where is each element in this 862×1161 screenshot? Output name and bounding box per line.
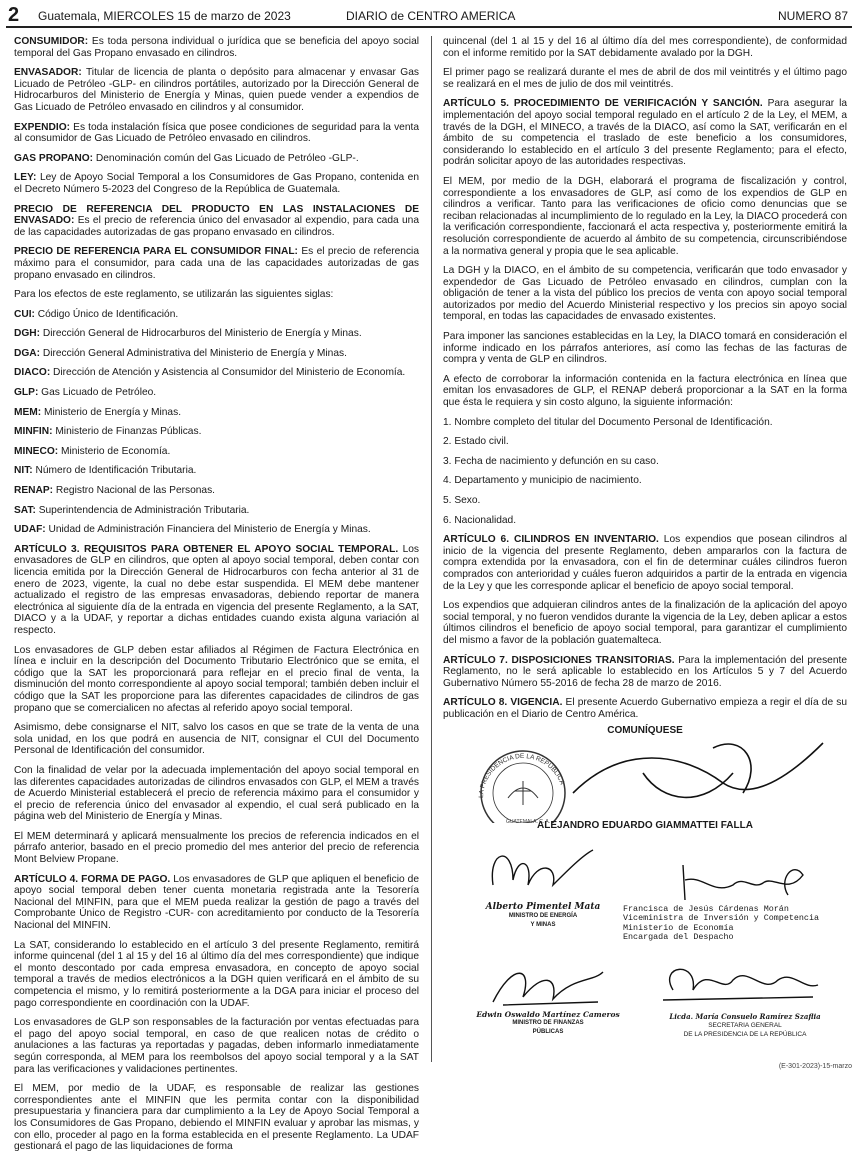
signer-economy-line: Encargada del Despacho [623, 932, 734, 943]
paragraph [14, 940, 419, 1010]
paragraph-heading: DIACO: [14, 367, 51, 379]
paragraph-heading: DGA: [14, 347, 41, 359]
paragraph [14, 446, 419, 458]
paragraph [14, 874, 419, 932]
paragraph [443, 374, 847, 409]
paragraph-heading: PRECIO DE REFERENCIA DEL PRODUCTO EN LAS INSTALACIONES DE ENVASADO: [14, 203, 419, 227]
paragraph [443, 67, 847, 90]
paragraph [14, 289, 419, 301]
paragraph [14, 36, 419, 59]
paragraph-text: Los envasadores de GLP son responsables de la facturación por ventas efectuadas para el pago del apoyo social temporal, en caso de que realicen notas de crédito o anulaciones a las facturas ya reportadas y pagadas, deben informarlo inmediatamente según corresponda, al MEM para los reembolsos del apoyo social temporal y a la SAT para las verificaciones y validaciones pertinentes. [14, 1017, 419, 1075]
signer-secretary-title-2: DE LA PRESIDENCIA DE LA REPÚBLICA [683, 1031, 807, 1038]
paragraph-heading: ARTÍCULO 8. VIGENCIA. [443, 697, 563, 709]
publication-reference: (E-301-2023)-15-marzo [778, 1063, 852, 1070]
paragraph [14, 122, 419, 145]
paragraph-text: Dirección de Atención y Asistencia al Consumidor del Ministerio de Economía. [50, 367, 406, 379]
paragraph-heading: ARTÍCULO 7. DISPOSICIONES TRANSITORIAS. [443, 654, 675, 666]
paragraph-text: Los expendios que posean cilindros al inicio de la vigencia del presente Reglamento, deben ampararlos con la factura de compra extendida por la envasadora, con el fin de determinar cuáles cilindros fueron comprados con anterioridad y cuáles fueron adquiridos a partir de la entrada en vigencia de la Ley y que les corresponde aplicar el beneficio de apoyo social temporal. [443, 534, 847, 592]
seal-bottom-text: GUATEMALA, C. A. [506, 819, 551, 823]
paragraph-heading: ARTÍCULO 5. PROCEDIMIENTO DE VERIFICACIÓN Y SANCIÓN. [443, 98, 763, 110]
paragraph [14, 465, 419, 477]
signature-secretary-general [653, 955, 823, 1010]
paragraph-text: Dirección General de Hidrocarburos del Ministerio de Energía y Minas. [40, 328, 362, 340]
paragraph [14, 246, 419, 281]
president-name: ALEJANDRO EDUARDO GIAMMATTEI FALLA [537, 820, 753, 831]
right-column [443, 36, 847, 729]
paragraph-heading: MEM: [14, 406, 42, 418]
paragraph-text: El presente Acuerdo Gubernativo empieza a regir el día de su publicación en el Diario de Centro América. [443, 697, 847, 720]
paragraph [443, 36, 847, 59]
comuniquese-label: COMUNÍQUESE [607, 725, 683, 736]
left-column [14, 36, 419, 1161]
paragraph-text: Registro Nacional de las Personas. [53, 485, 216, 497]
paragraph-heading: DGH: [14, 328, 41, 340]
paragraph-text: Ministerio de Energía y Minas. [41, 406, 182, 418]
paragraph-text: 3. Fecha de nacimiento y defunción en su caso. [443, 455, 659, 467]
paragraph-text: Ley de Apoyo Social Temporal a los Consumidores de Gas Propano, contenida en el Decreto Número 5-2023 del Congreso de la República de Guatemala. [14, 172, 419, 195]
paragraph [443, 534, 847, 592]
paragraph-heading: UDAF: [14, 524, 46, 536]
paragraph [443, 515, 847, 527]
paragraph-text: 4. Departamento y municipio de nacimiento. [443, 475, 642, 487]
paragraph [14, 348, 419, 360]
paragraph [14, 722, 419, 757]
signer-energy [463, 903, 623, 930]
president-signature [563, 733, 833, 813]
paragraph-heading: SAT: [14, 504, 36, 516]
newspaper-title: DIARIO de CENTRO AMERICA [346, 9, 516, 23]
paragraph-heading: ARTÍCULO 3. REQUISITOS PARA OBTENER EL APOYO SOCIAL TEMPORAL. [14, 543, 399, 555]
paragraph-text: Para la implementación del presente Reglamento, no le será aplicable lo establecido en los Artículos 5 y 7 del Acuerdo Gubernativo Número 55-2016 de fecha 28 de marzo de 2016. [443, 654, 847, 689]
signer-finance [463, 1010, 633, 1037]
paragraph-text: 1. Nombre completo del titular del Documento Personal de Identificación. [443, 416, 773, 428]
paragraph [14, 172, 419, 195]
paragraph-text: 6. Nacionalidad. [443, 514, 517, 526]
paragraph [443, 176, 847, 257]
paragraph-text: 2. Estado civil. [443, 436, 509, 448]
paragraph [14, 367, 419, 379]
paragraph [14, 1083, 419, 1153]
signer-economy-line: Francisca de Jesús Cárdenas Morán [623, 904, 789, 914]
paragraph [443, 495, 847, 507]
paragraph-text: A efecto de corroborar la información contenida en la factura electrónica en línea que emitan los envasadores de GLP, el RENAP deberá proporcionar a la SAT en la forma que ésta le requiera y sin costo alguno, la siguiente información: [443, 373, 847, 409]
paragraph-text: quincenal (del 1 al 15 y del 16 al último día del mes correspondiente), de conformidad con el informe remitido por la SAT debidamente avalado por la DGH. [443, 36, 847, 59]
paragraph-text: Los envasadores de GLP deben estar afiliados al Régimen de Factura Electrónica en línea e incluir en la descripción del Documento Tributario Electrónico que se emita, el código que la SAT les proporcionará para reflejar en el precio final de venta, la disminución del monto correspondiente al apoyo social temporal; también deben incluir el código que la SAT les proporcione para las diferentes capacidades de cilindros de gas propano que se comercialicen no afectas al referido apoyo social temporal. [14, 644, 419, 714]
paragraph [443, 475, 847, 487]
paragraph [14, 387, 419, 399]
paragraph [443, 436, 847, 448]
paragraph-heading: NIT: [14, 465, 33, 477]
paragraph [443, 331, 847, 366]
signer-energy-title: MINISTRO DE ENERGÍA Y MINAS [508, 913, 578, 928]
paragraph-text: Ministerio de Economía. [58, 445, 171, 457]
paragraph-text: Dirección General Administrativa del Ministerio de Energía y Minas. [40, 347, 347, 359]
paragraph [14, 505, 419, 517]
paragraph-text: Ministerio de Finanzas Públicas. [52, 426, 202, 438]
paragraph [443, 655, 847, 690]
paragraph-text: Código Único de Identificación. [34, 308, 179, 320]
paragraph [443, 417, 847, 429]
paragraph-heading: ENVASADOR: [14, 67, 82, 79]
paragraph-text: Unidad de Administración Financiera del Ministerio de Energía y Minas. [45, 524, 371, 536]
paragraph [14, 407, 419, 419]
paragraph-text: La SAT, considerando lo establecido en el artículo 3 del presente Reglamento, remitirá informe quincenal (del 1 al 15 y del 16 al último día del mes correspondiente) que indique el monto descontado por cada empresa envasadora, en concepto de apoyo social temporal a través de medios electrónicos a la DGH quien verificará en el ámbito de su competencia el mismo, y lo remitirá posteriormente a la DGA para iniciar el proceso del pago correspondiente en coordinación con la UDAF. [14, 939, 419, 1009]
paragraph-heading: LEY: [14, 172, 37, 184]
paragraph-text: Gas Licuado de Petróleo. [38, 387, 157, 399]
paragraph-heading: CUI: [14, 308, 35, 320]
signer-energy-name: Alberto Pimentel Mata [485, 902, 601, 912]
column-divider [431, 36, 432, 1062]
paragraph-text: Los envasadores de GLP en cilindros, que opten al apoyo social temporal, deben contar con licencia emitida por la Dirección General de Hidrocarburos con fecha anterior al 31 de enero de 2023, vigente, la cual no debe estar suspendida. El MEM debe mantener actualizado el registro de las empresas envasadoras, debiendo reportar de manera electrónica al siguiente día de la entrada en vigencia del presente Reglamento, a la SAT, DIACO y a la UDAF, y reportar a dichas entidades cuando exista alguna variación al respecto. [14, 543, 419, 636]
signer-secretary-title: SECRETARIA GENERAL [708, 1022, 782, 1029]
paragraph [14, 309, 419, 321]
paragraph-text: Con la finalidad de velar por la adecuada implementación del apoyo social temporal en las diferentes capacidades autorizadas de cilindros envasados con GLP, el MEM a través de Acuerdo Ministerial establecerá el precio de referencia máximo para el consumidor y el precio de referencia único del envasador al expendio, el cual será publicado en la página web del Ministerio de Energía y Minas. [14, 764, 419, 823]
paragraph-heading: EXPENDIO: [14, 121, 71, 133]
paragraph-text: El MEM, por medio de la UDAF, es responsable de realizar las gestiones correspondientes ante el MINFIN que les permita contar con la disponibilidad presupuestaria y financiera para dar cumplimiento a la Ley de Apoyo Social Temporal a los Consumidores de Gas Propano, debiendo el MINFIN evaluar y aprobar las mismas, y con ello, proceder al pago en la forma establecida en el presente Reglamento. La UDAF gestionará el pago de las liquidaciones de forma [14, 1083, 419, 1153]
paragraph [14, 645, 419, 715]
seal-text: LA PRESIDENCIA DE LA REPÚBLICA [477, 752, 566, 799]
signer-economy-line: Viceministra de Inversión y Competencia [623, 913, 820, 924]
paragraph-text: Es toda instalación física que posee condiciones de seguridad para la venta al consumidor de Gas Licuado de Petróleo envasado en cilindros. [14, 121, 419, 145]
paragraph [14, 765, 419, 823]
signer-finance-title: MINISTRO DE FINANZAS PÚBLICAS [512, 1020, 584, 1035]
paragraph-text: La DGH y la DIACO, en el ámbito de su competencia, verificarán que todo envasador y expendedor de Gas Licuado de Petróleo envasado en cilindros, cumplan con la obligación de tener a la vista del público los precios de venta con apoyo social temporal autorizados por medio del Acuerdo Ministerial respectivo y los precios sin apoyo social temporal, en todas las capacidades de envasado existentes. [443, 265, 847, 323]
signature-block [443, 725, 847, 1070]
paragraph-text: Es el precio de referencia único del envasador al expendio, para cada una de las capacidades autorizadas de gas propano envasado en cilindros. [14, 215, 419, 238]
paragraph-heading: MINECO: [14, 445, 59, 457]
paragraph-heading: GLP: [14, 387, 39, 399]
signature-finance-minister [483, 957, 613, 1012]
paragraph-text: Titular de licencia de planta o depósito para almacenar y envasar Gas Licuado de Petróleo -GLP- en cilindros portátiles, autorizado por la Dirección General de Hidrocarburos del Ministerio de Energía y Minas, quien puede vender a expendios de Gas Licuado de Petróleo envasado en cilindros y al consumidor. [14, 67, 419, 113]
signer-economy-line: Ministerio de Economía [623, 922, 734, 933]
issue-number: NUMERO 87 [777, 9, 848, 23]
paragraph [443, 600, 847, 646]
paragraph [14, 67, 419, 113]
signer-secretary-name: Licda. María Consuelo Ramírez Szaflia [669, 1012, 821, 1021]
paragraph-heading: RENAP: [14, 485, 54, 497]
paragraph [14, 328, 419, 340]
paragraph-text: Es el precio de referencia máximo para el consumidor, para cada una de las capacidades autorizadas de gas propano envasado en cilindros. [14, 246, 419, 281]
paragraph-heading: PRECIO DE REFERENCIA PARA EL CONSUMIDOR FINAL: [14, 246, 298, 258]
paragraph-text: Para los efectos de este reglamento, se utilizarán las siguientes siglas: [14, 289, 334, 301]
paragraph-text: Denominación común del Gas Licuado de Petróleo -GLP-. [93, 152, 359, 164]
paragraph [443, 265, 847, 323]
paragraph [14, 204, 419, 239]
paragraph-text: Número de Identificación Tributaria. [32, 465, 197, 477]
paragraph-text: Superintendencia de Administración Tributaria. [35, 504, 250, 516]
paragraph-text: Es toda persona individual o jurídica que se beneficia del apoyo social temporal del Gas Propano envasado en cilindros. [14, 36, 419, 59]
page-number: 2 [8, 4, 20, 26]
paragraph-text: Para imponer las sanciones establecidas en la Ley, la DIACO tomará en consideración el informe indicado en los párrafos anteriores, así como las fechas de las facturas de compra y venta de GLP en cilindros. [443, 331, 847, 366]
paragraph [14, 544, 419, 637]
paragraph [14, 153, 419, 165]
paragraph [443, 98, 847, 168]
paragraph-heading: ARTÍCULO 4. FORMA DE PAGO. [14, 873, 171, 885]
issue-date: Guatemala, MIERCOLES 15 de marzo de 2023 [38, 9, 291, 23]
paragraph-text: El MEM determinará y aplicará mensualmente los precios de referencia indicados en el párrafo anterior, basado en el precio promedio del mes anterior del precio de referencia Mont Belview Propane. [14, 830, 419, 866]
paragraph-text: El primer pago se realizará durante el mes de abril de dos mil veintitrés y el último pago se realizará en el mes de julio de dos mil veintitrés. [443, 67, 847, 90]
page-header [6, 4, 852, 28]
paragraph [14, 524, 419, 536]
paragraph-text: 5. Sexo. [443, 495, 481, 506]
paragraph-text: Asimismo, debe consignarse el NIT, salvo los casos en que se trate de la venta de una sola unidad, en los que podrá en ausencia de NIT, consignar el CUI del Documento Personal de Identificación del consumidor. [14, 722, 419, 757]
signer-finance-name: Edwin Oswaldo Martínez Cameros [476, 1010, 620, 1019]
paragraph [443, 456, 847, 468]
paragraph-heading: MINFIN: [14, 426, 53, 438]
paragraph [14, 485, 419, 497]
paragraph [14, 831, 419, 866]
paragraph-text: Los expendios que adquieran cilindros antes de la finalización de la aplicación del apoyo social temporal, y no fueron vendidos durante la vigencia de la Ley, deben aplicar a estos últimos cilindros el beneficio de apoyo social temporal, para garantizar el cumplimiento del mismo a favor de la población guatemalteca. [443, 600, 847, 646]
paragraph [14, 1017, 419, 1075]
paragraph-heading: GAS PROPANO: [14, 152, 94, 164]
presidential-seal [468, 743, 578, 823]
paragraph-heading: ARTÍCULO 6. CILINDROS EN INVENTARIO. [443, 534, 659, 546]
paragraph-text: El MEM, por medio de la DGH, elaborará el programa de fiscalización y control, correspondiente a los envasadores de GLP, así como de los expendios de GLP en cilindros a verificar. Tanto para las verificaciones de oficio como denuncias que se reciban relacionadas al incumplimiento de lo regulado en la Ley, la DIACO procederá con la verificación correspondiente, faccionará el acta respectiva y, posteriormente emitirá la resolución correspondiente de acuerdo al ámbito de su competencia, circunscribiéndose a la normativa general y propia que le sea aplicable. [443, 175, 847, 257]
paragraph [443, 697, 847, 720]
signature-energy-minister [483, 840, 603, 900]
paragraph [14, 426, 419, 438]
paragraph-text: Los envasadores de GLP que apliquen el beneficio de apoyo social temporal deben tener cuenta monetaria registrada ante la Tesorería Nacional del MINFIN, para que el MEM pueda realizar la gestión de pago a través del Comprobante Único de Registro -CUR- con acreditamiento por conducto de la Tesorería Nacional del MINFIN. [14, 873, 419, 932]
signer-economy [623, 905, 847, 943]
paragraph-text: Para asegurar la implementación del apoyo social temporal regulado en el artículo 2 de la Ley, el MEM, a través de la DGH, el MINECO, a través de la DIACO, así como la SAT, verificarán en el ámbito de su competencia el traslado de este beneficio a los consumidores, considerando lo establecido en el artículo 3 del presente Reglamento; para el efecto, podrán solicitar apoyo de las autoridades respectivas. [443, 98, 847, 168]
paragraph-heading: CONSUMIDOR: [14, 36, 89, 47]
signature-economy-viceminister [673, 845, 813, 905]
signer-secretary [643, 1012, 847, 1039]
